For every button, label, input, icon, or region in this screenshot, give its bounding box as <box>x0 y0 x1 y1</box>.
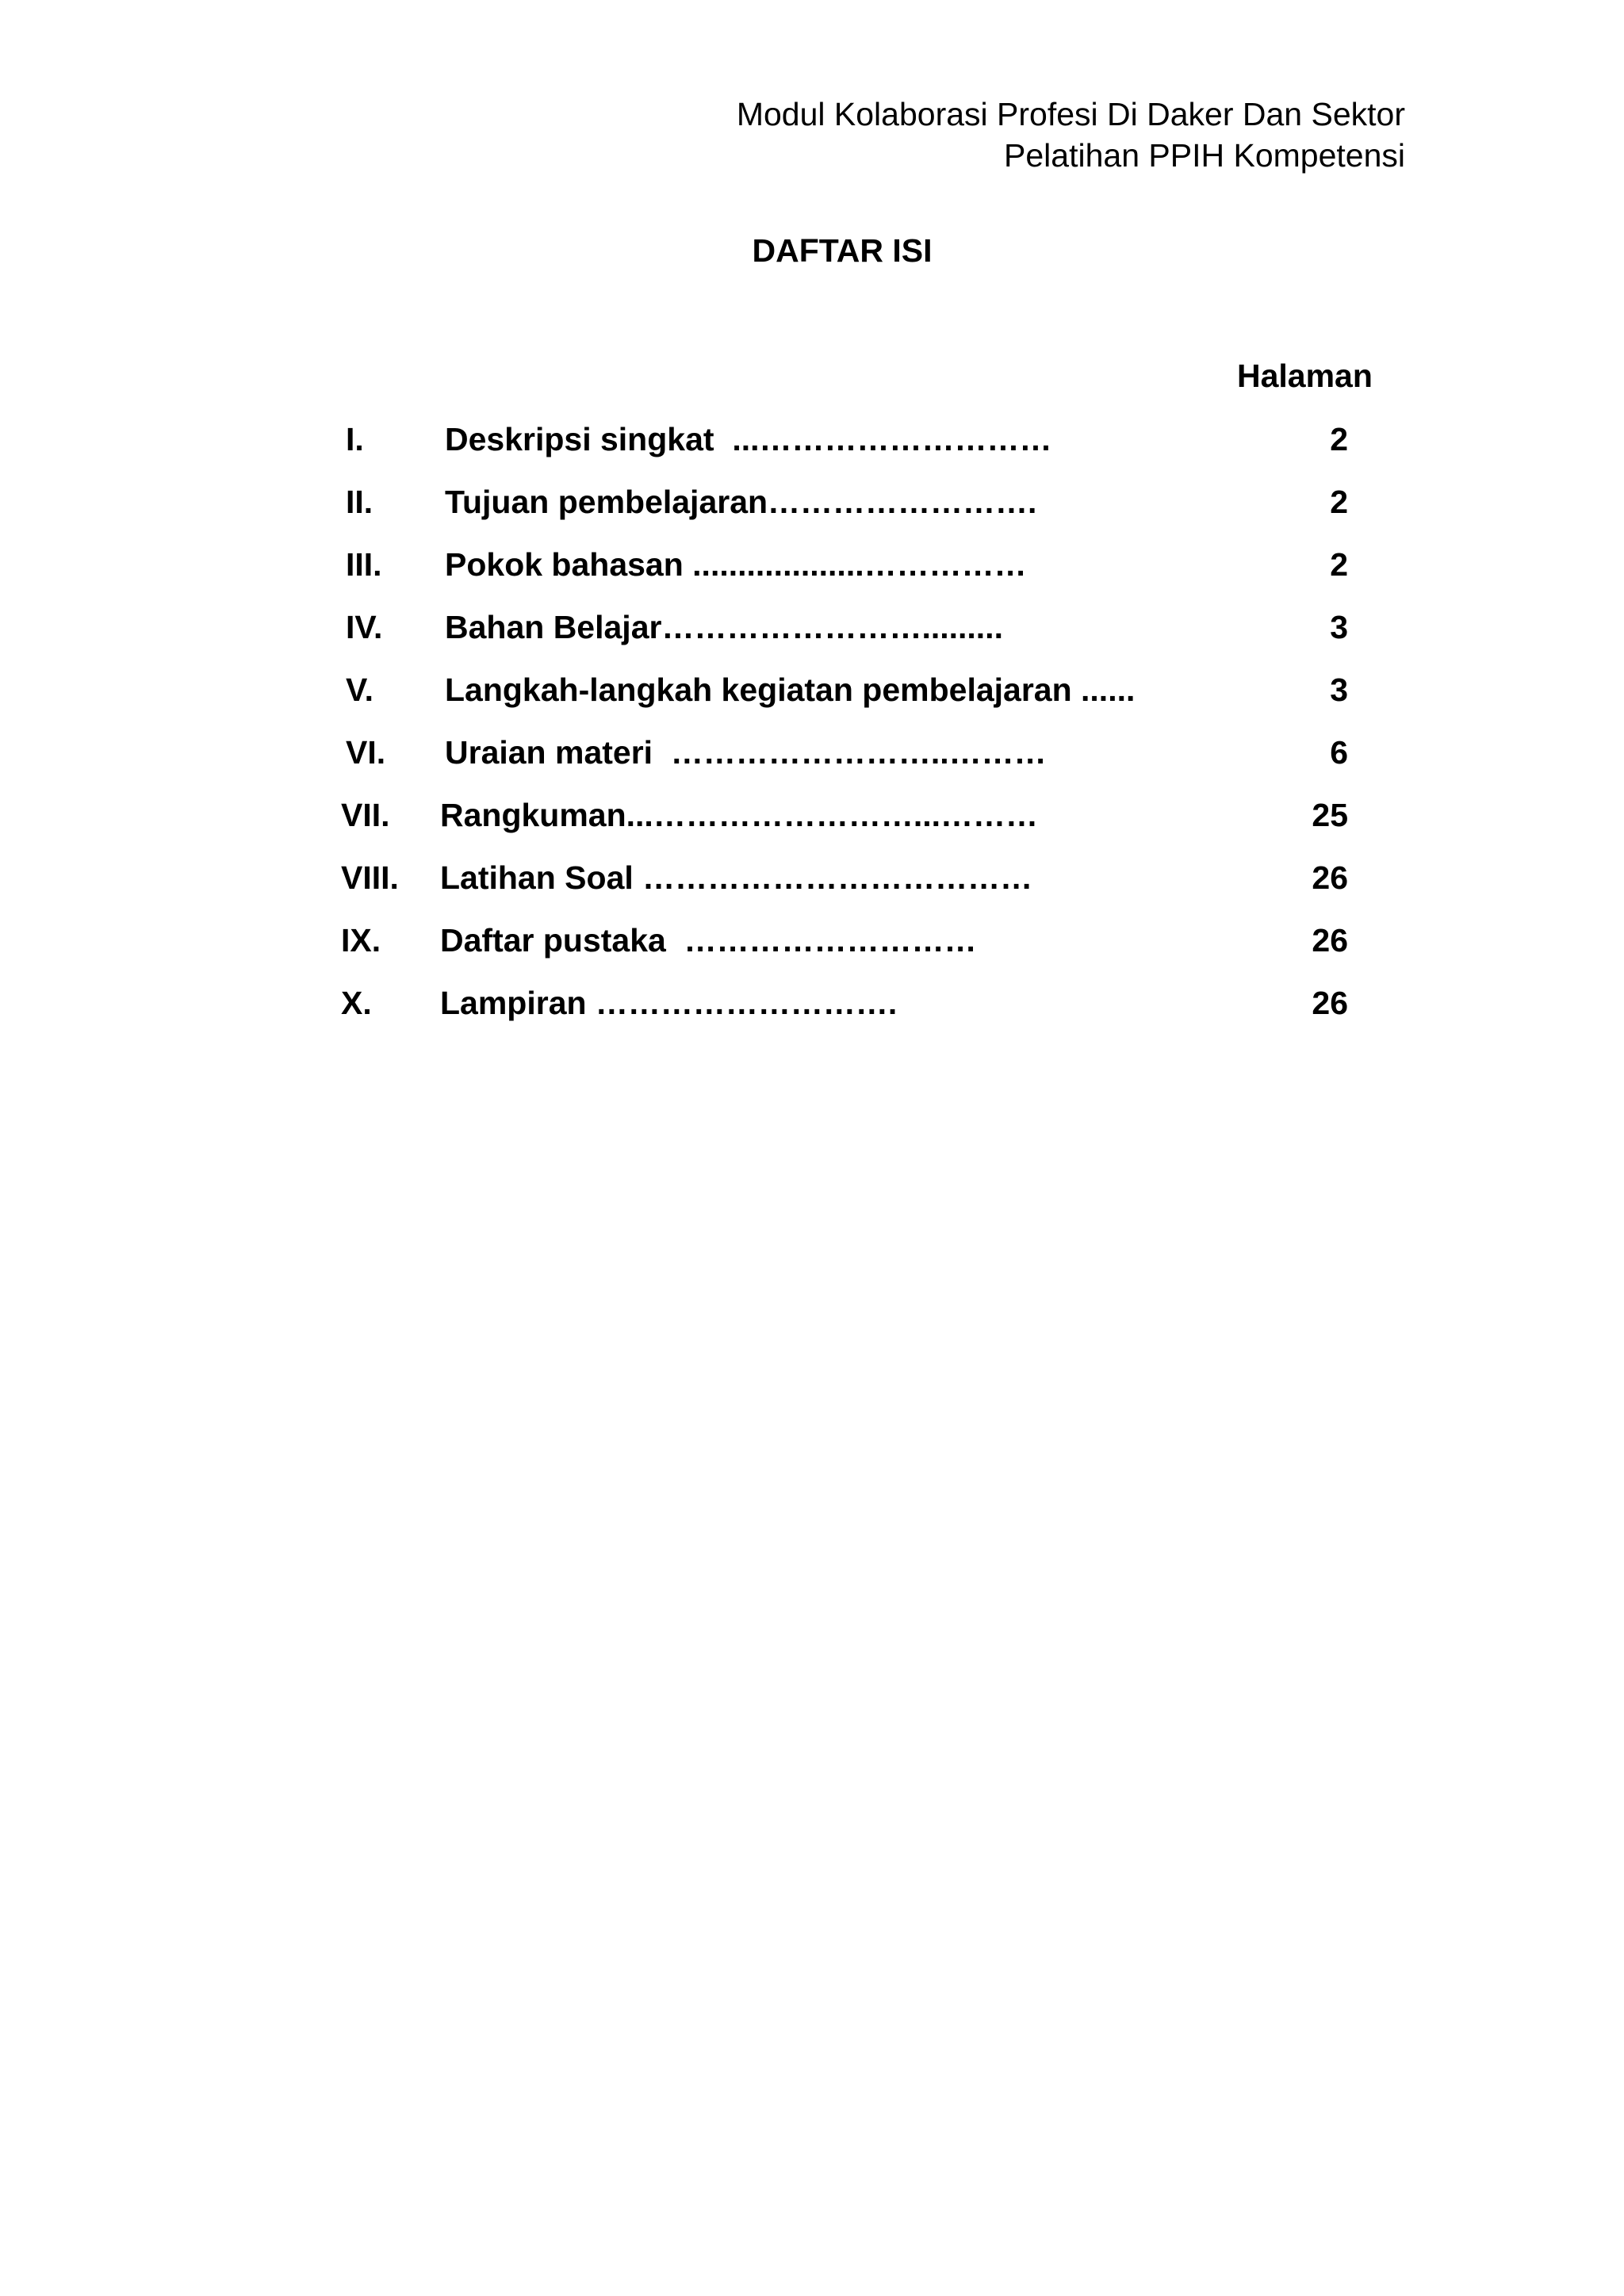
toc-entry <box>0 607 1624 654</box>
toc-entry-page: 3 <box>1330 672 1348 708</box>
toc-entry-title: Latihan Soal ……………………………… <box>440 859 1033 896</box>
toc-entry-page: 26 <box>1312 922 1348 959</box>
header-line-1: Modul Kolaborasi Profesi Di Daker Dan Sektor <box>736 96 1405 132</box>
toc-entry <box>0 794 1624 842</box>
toc-entry-number: IX. <box>341 922 381 959</box>
running-header <box>737 94 1405 176</box>
page-column-label: Halaman <box>1237 358 1373 394</box>
toc-entry-page: 2 <box>1330 484 1348 520</box>
toc-entry-number: VII. <box>341 797 390 833</box>
toc-entry-title: Tujuan pembelajaran……………………. <box>445 484 1037 520</box>
toc-entry-title: Langkah-langkah kegiatan pembelajaran ...... <box>445 672 1136 708</box>
toc-entry <box>0 481 1624 529</box>
toc-entry-title: Uraian materi ……………………..……… <box>445 734 1047 771</box>
toc-entry <box>0 920 1624 967</box>
toc-entry-page: 2 <box>1330 421 1348 457</box>
toc-entry-page: 26 <box>1312 985 1348 1021</box>
toc-entry-number: VIII. <box>341 859 399 896</box>
toc-entry <box>0 419 1624 466</box>
toc-entry-number: IV. <box>346 609 383 645</box>
page-title: DAFTAR ISI <box>752 232 933 269</box>
toc-entry-title: Bahan Belajar……………………......... <box>445 609 1003 645</box>
toc-entry-number: I. <box>346 421 364 457</box>
toc-entry <box>0 857 1624 905</box>
toc-entry-page: 2 <box>1330 546 1348 583</box>
toc-entry <box>0 669 1624 717</box>
toc-entry-page: 3 <box>1330 609 1348 645</box>
toc-entry-title: Lampiran ………………………. <box>440 985 898 1021</box>
toc-entry-page: 25 <box>1312 797 1348 833</box>
toc-entry-number: X. <box>341 985 372 1021</box>
header-line-2: Pelatihan PPIH Kompetensi <box>1004 137 1405 174</box>
toc-entry-title: Daftar pustaka ……………………… <box>440 922 977 959</box>
toc-entry-page: 26 <box>1312 859 1348 896</box>
toc-entry-title: Rangkuman...……………………...……… <box>440 797 1038 833</box>
toc-entry-number: II. <box>346 484 373 520</box>
toc-entry-number: VI. <box>346 734 386 771</box>
toc-entry <box>0 982 1624 1030</box>
toc-entry-title: Deskripsi singkat ...……………………… <box>445 421 1052 457</box>
toc-entry <box>0 544 1624 591</box>
toc-entry <box>0 732 1624 779</box>
toc-entry-number: III. <box>346 546 382 583</box>
toc-entry-number: V. <box>346 672 373 708</box>
toc-entry-page: 6 <box>1330 734 1348 771</box>
toc-entry-title: Pokok bahasan ...................…………… <box>445 546 1027 583</box>
